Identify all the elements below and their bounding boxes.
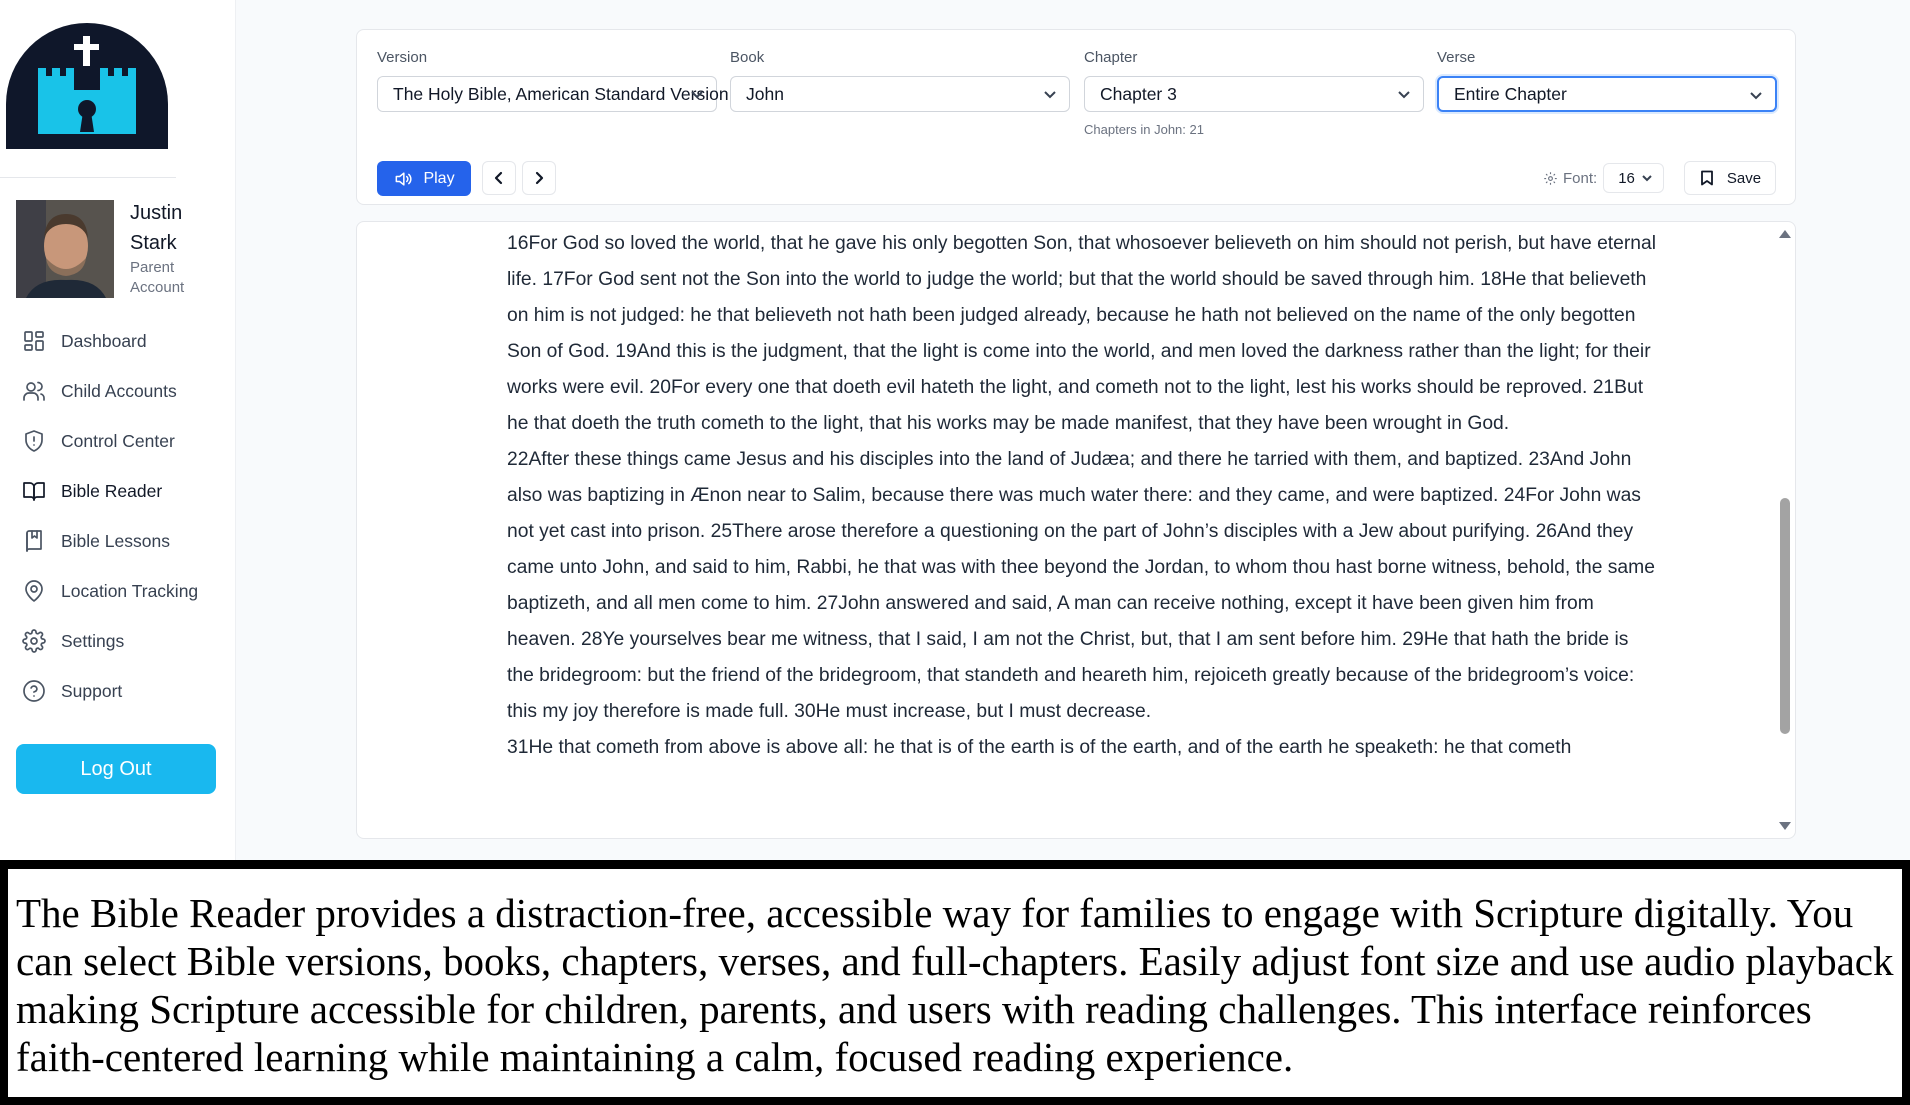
scripture-paragraph: 16For God so loved the world, that he gave his only begotten Son, that whosoever believeth on him should not perish, but have eternal life. 17For God sent not the Son into the world to judge the world; but that the world should be saved through him. 18He that believeth on him is not judged: he that believeth not hath been judged already, because he hath not believed on the name of the only begotten Son of God. 19And this is the judgment, that the light is come into the world, and men loved the darkness rather than the light; for their works were evil. 20For every one that doeth evil hateth the light, and cometh not to the light, lest his works should be reproved. 21But he that doeth the truth cometh to the light, that his works may be made manifest, that they have been wrought in God. [507,233,1657,434]
map-pin-icon [22,579,46,603]
scrollbar[interactable] [1775,222,1795,838]
dashboard-icon [22,329,46,353]
sidebar [0,0,236,860]
chapter-field [1084,48,1424,112]
previous-chapter-button[interactable] [482,161,516,195]
version-label: Version [377,49,428,66]
font-size-select[interactable] [1603,163,1664,193]
chevron-left-icon [491,170,507,186]
font-size-value: 16 [1618,169,1635,187]
speaker-icon [393,169,413,189]
scroll-down-arrow[interactable] [1779,822,1791,830]
verse-value: Entire Chapter [1454,83,1567,104]
scrollbar-thumb[interactable] [1780,498,1790,734]
scripture-reader[interactable] [356,221,1796,839]
chevron-down-icon [690,87,704,101]
user-name: Justin Stark [130,202,183,254]
sidebar-item-location-tracking[interactable] [0,566,236,616]
scripture-paragraph: 31He that cometh from above is above all: he that is of the earth is of the earth, and of the earth he speaketh: he that cometh [507,737,1572,758]
caption-text: The Bible Reader provides a distraction-free, accessible way for families to engage with Scripture digitally. You can select Bible versions, books, chapters, verses, and full-chapters. Easily adjust font size and use audio playback making Scripture accessible for children, parents, and users with reading challenges. This interface reinforces faith-centered learning while maintaining a calm, focused reading experience. [16,890,1894,1080]
chapter-label: Chapter [1084,49,1138,66]
chapter-select[interactable] [1084,76,1424,112]
version-value: The Holy Bible, American Standard Version [393,83,729,104]
book-icon [22,529,46,553]
chevron-down-icon [1641,172,1653,184]
sidebar-item-child-accounts[interactable] [0,366,236,416]
caption-box [0,860,1910,1105]
book-select[interactable] [730,76,1070,112]
caption-panel [8,869,1902,1097]
user-profile [16,198,226,308]
chapter-value: Chapter 3 [1100,83,1177,104]
sidebar-item-label: Bible Reader [61,480,163,501]
sidebar-item-label: Bible Lessons [61,530,170,551]
scripture-text [507,226,1657,766]
avatar [16,200,114,298]
save-label: Save [1726,169,1762,187]
sidebar-item-dashboard[interactable] [0,316,236,366]
sidebar-item-label: Settings [61,630,125,651]
sidebar-item-bible-reader[interactable] [0,466,236,516]
divider [0,177,176,178]
sidebar-item-settings[interactable] [0,616,236,666]
gear-icon [1543,171,1558,186]
sidebar-item-label: Location Tracking [61,580,199,601]
book-open-icon [22,479,46,503]
chevron-down-icon [1043,87,1057,101]
bookmark-icon [1699,170,1715,186]
book-label: Book [730,49,765,66]
reader-controls [356,29,1796,205]
version-select[interactable] [377,76,729,112]
logout-button[interactable]: Log Out [16,744,216,794]
verse-label: Verse [1437,49,1476,66]
verse-select[interactable] [1437,76,1777,112]
scripture-paragraph: 22After these things came Jesus and his disciples into the land of Judæa; and there he tarried with them, and baptized. 23And John also was baptizing in Ænon near to Salim, because there was much water there: and they came, and were baptized. 24For John was not yet cast into prison. 25There arose therefore a questioning on the part of John’s disciples with a Jew about purifying. 26And they came unto John, and said to him, Rabbi, he that was with thee beyond the Jordan, to whom thou hast borne witness, behold, the same baptizeth, and all men come to him. 27John answered and said, A man can receive nothing, except it have been given him from heaven. 28Ye yourselves bear me witness, that I said, I am not the Christ, but, that I am sent before him. 29He that hath the bride is the bridegroom: but the friend of the bridegroom, that standeth and heareth him, rejoiceth greatly because of the bridegroom’s voice: this my joy therefore is made full. 30He must increase, but I must decrease. [507,449,1655,722]
chevron-down-icon [1749,88,1763,102]
chevron-right-icon [531,170,547,186]
help-circle-icon [22,679,46,703]
sidebar-item-label: Child Accounts [61,380,177,401]
play-label: Play [423,169,455,187]
chapters-count: Chapters in John: 21 [1084,122,1204,137]
users-icon [22,379,46,403]
version-field [377,48,729,112]
font-label: Font: [1563,169,1598,187]
play-button[interactable] [377,161,471,196]
sidebar-item-label: Support [61,680,123,701]
chevron-down-icon [1397,87,1411,101]
sidebar-item-support[interactable] [0,666,236,716]
user-role: Parent Account [130,259,185,296]
save-button[interactable] [1684,161,1776,195]
sidebar-item-control-center[interactable] [0,416,236,466]
book-field [730,48,1070,112]
sidebar-item-bible-lessons[interactable] [0,516,236,566]
verse-field [1437,48,1777,112]
gear-icon [22,629,46,653]
font-size-control [1543,161,1664,195]
book-value: John [746,83,784,104]
sidebar-item-label: Dashboard [61,330,147,351]
sidebar-item-label: Control Center [61,430,175,451]
scroll-up-arrow[interactable] [1779,230,1791,238]
next-chapter-button[interactable] [522,161,556,195]
castle-logo [6,34,168,149]
shield-icon [22,429,46,453]
sidebar-nav [0,316,236,716]
